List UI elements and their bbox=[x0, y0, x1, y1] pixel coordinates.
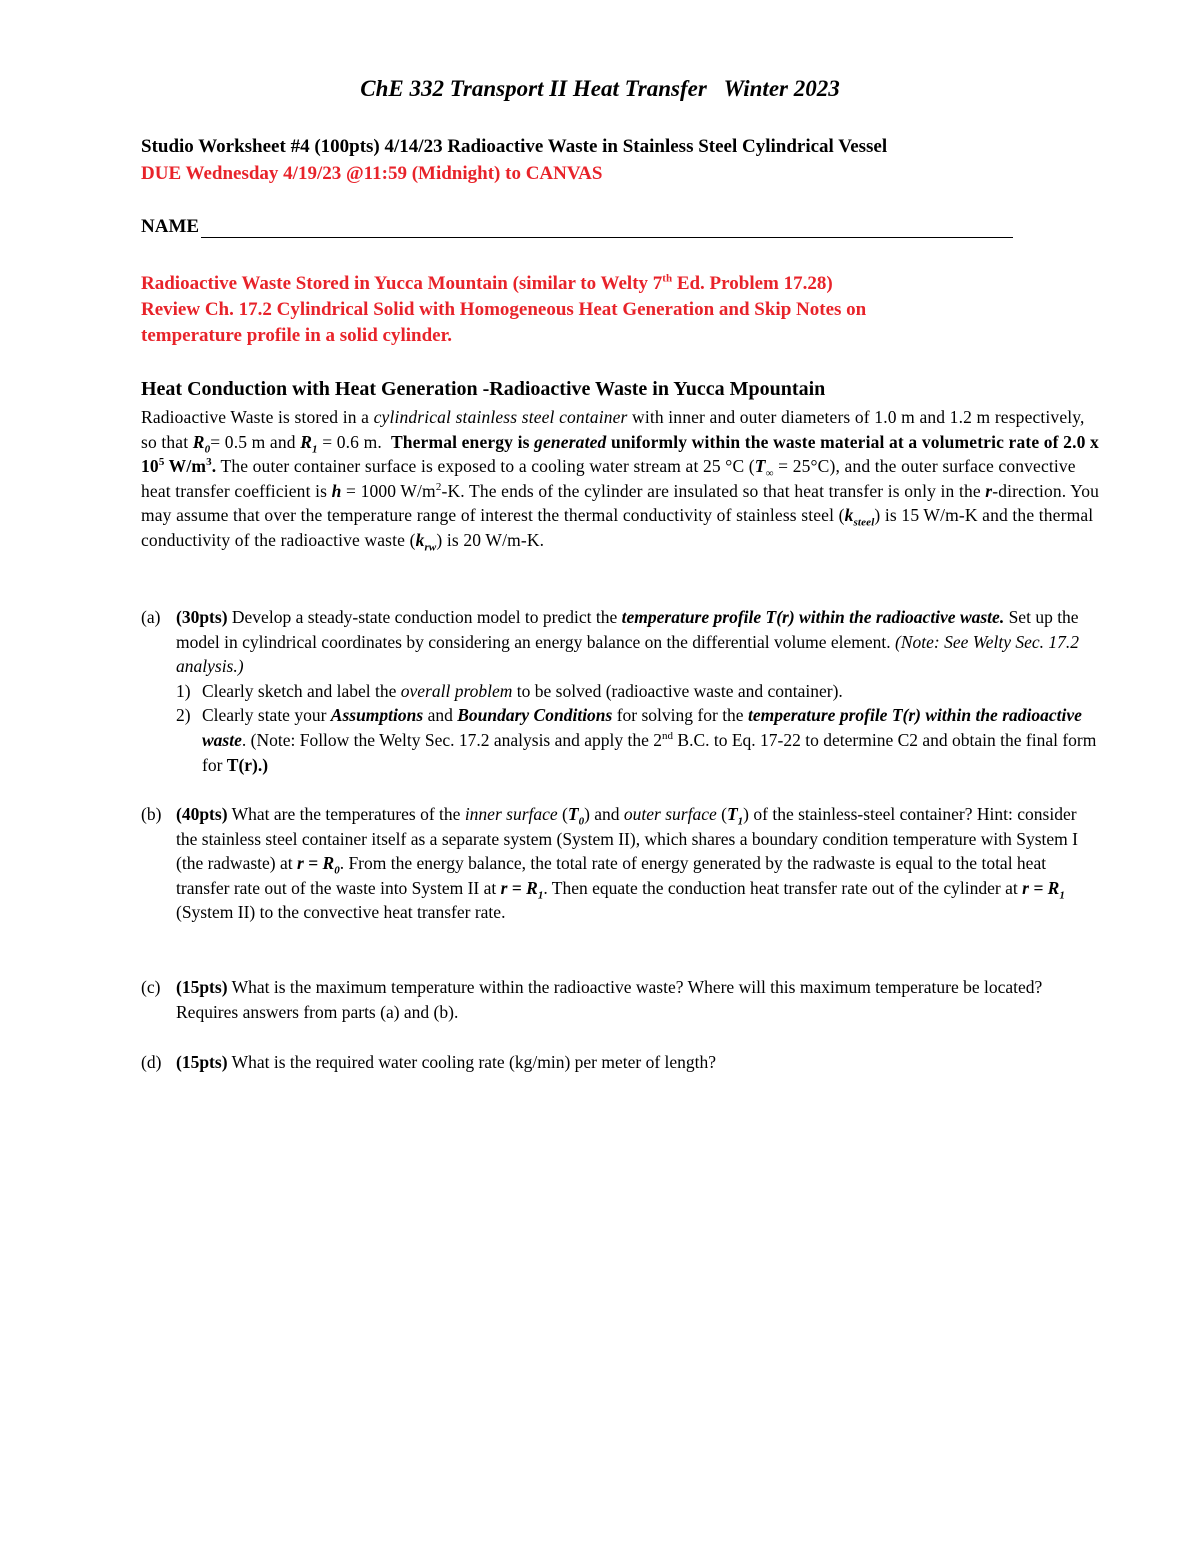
part-b-var: T bbox=[726, 804, 738, 824]
intro-bold: . bbox=[211, 456, 217, 477]
sub1-text: overall problem bbox=[400, 680, 513, 701]
part-c bbox=[141, 975, 1101, 1024]
note-line1-sup: th bbox=[662, 272, 673, 285]
intro-var: R bbox=[192, 431, 205, 452]
part-b-text: ( bbox=[557, 804, 568, 824]
intro-text: ) is 15 W/m-K and the thermal conductivity of the radioactive waste ( bbox=[141, 505, 1094, 550]
intro-sub: 0 bbox=[204, 443, 211, 456]
part-b bbox=[141, 802, 1101, 925]
problem-statement bbox=[141, 405, 1101, 553]
part-d-points: (15pts) bbox=[176, 1052, 228, 1072]
part-d-text: What is the required water cooling rate (kg/min) per meter of length? bbox=[227, 1052, 717, 1072]
part-b-var: r = R bbox=[1022, 877, 1060, 898]
intro-text: with inner and outer diameters of 1.0 m and 1.2 m respectively, so that bbox=[141, 407, 1085, 452]
intro-text: = 25°C), and the outer surface convective heat transfer coefficient is bbox=[141, 456, 1076, 501]
intro-sup: 3 bbox=[206, 456, 212, 469]
intro-var: r bbox=[985, 480, 993, 501]
problem-reference-note bbox=[141, 271, 1101, 349]
sub2-number: 2) bbox=[176, 705, 191, 726]
intro-sub: ∞ bbox=[765, 467, 774, 480]
part-c-points: (15pts) bbox=[176, 977, 228, 997]
intro-text: Radioactive Waste is stored in a bbox=[141, 407, 374, 427]
part-b-text: ) and bbox=[584, 804, 624, 824]
part-b-var: T bbox=[567, 804, 579, 824]
intro-text: = 0.6 m. bbox=[317, 431, 391, 452]
part-a-sub2 bbox=[176, 703, 1101, 777]
sub1-number: 1) bbox=[176, 680, 191, 701]
part-b-text: ( bbox=[716, 804, 727, 824]
part-b-sub: 0 bbox=[334, 864, 340, 877]
intro-sub: 1 bbox=[312, 443, 318, 456]
note-line3: temperature profile in a solid cylinder. bbox=[141, 325, 453, 346]
intro-text: ) is 20 W/m-K. bbox=[436, 529, 545, 550]
name-field-row bbox=[141, 216, 1101, 238]
sub2-text: and bbox=[423, 705, 458, 726]
part-d bbox=[141, 1050, 1101, 1075]
part-a-text: (Note: See Welty Sec. 17.2 analysis.) bbox=[176, 631, 1080, 677]
part-a-text: Develop a steady-state conduction model to predict the bbox=[227, 607, 622, 627]
part-b-text: . From the energy balance, the total rate of energy generated by the radwaste is equal to the total heat transfer rate out of the waste into System II at bbox=[176, 853, 1047, 898]
intro-sup: 5 bbox=[158, 456, 165, 469]
part-b-sub: 1 bbox=[537, 889, 544, 902]
sub2-text: Boundary Conditions bbox=[457, 705, 613, 726]
intro-var: R bbox=[300, 431, 313, 452]
note-line1-a: Radioactive Waste Stored in Yucca Mountain (similar to Welty 7 bbox=[141, 273, 663, 294]
part-b-points: (40pts) bbox=[176, 804, 228, 824]
note-line1-b: Ed. Problem 17.28) bbox=[672, 273, 833, 294]
sub2-text: Assumptions bbox=[330, 705, 424, 726]
sub2-text: T(r).) bbox=[226, 754, 269, 775]
part-a-label: (a) bbox=[141, 607, 161, 627]
intro-text: cylindrical stainless steel container bbox=[373, 407, 628, 427]
part-d-label: (d) bbox=[141, 1052, 162, 1072]
intro-bold: W/m bbox=[164, 456, 207, 477]
part-b-text: outer surface bbox=[623, 804, 717, 824]
worksheet-heading: Studio Worksheet #4 (100pts) 4/14/23 Radioactive Waste in Stainless Steel Cylindrical Vessel bbox=[141, 136, 888, 157]
course-title: ChE 332 Transport II Heat Transfer Winter 2023 bbox=[360, 76, 840, 101]
part-a-text: Set up the model in cylindrical coordinates by considering an energy balance on the differential volume element. bbox=[176, 607, 1079, 652]
name-label: NAME bbox=[141, 216, 200, 237]
sub2-text: B.C. to Eq. 17-22 to determine C2 and obtain the final form for bbox=[202, 729, 1097, 775]
intro-text: -direction. You may assume that over the temperature range of interest the thermal conductivity of stainless steel ( bbox=[141, 480, 1100, 526]
sub1-text: to be solved (radioactive waste and container). bbox=[512, 680, 843, 701]
part-a bbox=[141, 605, 1101, 777]
due-date: DUE Wednesday 4/19/23 @11:59 (Midnight) to CANVAS bbox=[141, 163, 603, 184]
part-c-text: What is the maximum temperature within the radioactive waste? Where will this maximum temperature be located? Requires answers from parts (a) and (b). bbox=[176, 977, 1043, 1022]
part-b-text: . Then equate the conduction heat transfer rate out of the cylinder at bbox=[543, 877, 1023, 898]
intro-var: h bbox=[331, 480, 342, 501]
part-b-text: ) of the stainless-steel container? Hint: consider the stainless steel container itself as a separate system (System II), which shares a boundary condition temperature with System I (the radwaste) at bbox=[176, 804, 1078, 874]
intro-bold: uniformly within the waste material at a volumetric rate of 2.0 x 10 bbox=[141, 431, 1099, 477]
intro-text: The outer container surface is exposed to a cooling water stream at 25 °C ( bbox=[216, 456, 755, 477]
part-b-text: inner surface bbox=[464, 804, 558, 824]
part-b-sub: 1 bbox=[737, 815, 744, 828]
intro-var: k bbox=[415, 529, 425, 550]
part-b-text: What are the temperatures of the bbox=[227, 804, 465, 824]
intro-var: k bbox=[844, 505, 854, 526]
name-blank-line bbox=[201, 217, 1013, 238]
sub2-text: . (Note: Follow the Welty Sec. 17.2 analysis and apply the 2 bbox=[241, 729, 663, 750]
part-b-var: r = R bbox=[296, 853, 335, 874]
intro-sub: steel bbox=[853, 516, 875, 529]
intro-bold: Thermal energy is bbox=[390, 431, 535, 452]
intro-var: T bbox=[754, 456, 766, 477]
sub2-sup: nd bbox=[662, 730, 674, 743]
part-a-text: temperature profile T(r) within the radioactive waste. bbox=[621, 607, 1005, 627]
part-a-sub1 bbox=[176, 679, 1101, 704]
intro-text: = 0.5 m and bbox=[210, 431, 301, 452]
part-b-sub: 1 bbox=[1059, 889, 1065, 902]
part-b-text: (System II) to the convective heat transfer rate. bbox=[176, 902, 506, 923]
note-line2: Review Ch. 17.2 Cylindrical Solid with Homogeneous Heat Generation and Skip Notes on bbox=[141, 299, 867, 320]
intro-text: = 1000 W/m bbox=[341, 480, 436, 501]
part-c-label: (c) bbox=[141, 977, 161, 997]
part-b-var: r = R bbox=[500, 877, 538, 898]
intro-text: -K. The ends of the cylinder are insulated so that heat transfer is only in the bbox=[441, 480, 986, 501]
part-b-sub: 0 bbox=[578, 815, 585, 828]
intro-sub: rw bbox=[424, 541, 437, 554]
intro-sup: 2 bbox=[435, 480, 442, 493]
sub2-text: for solving for the bbox=[612, 705, 748, 726]
part-a-points: (30pts) bbox=[176, 607, 228, 627]
sub2-text: Clearly state your bbox=[202, 705, 331, 726]
part-b-label: (b) bbox=[141, 804, 162, 824]
sub2-text: temperature profile T(r) within the radioactive waste bbox=[202, 705, 1082, 750]
sub1-text: Clearly sketch and label the bbox=[202, 680, 401, 701]
section-heading: Heat Conduction with Heat Generation -Radioactive Waste in Yucca Mpountain bbox=[141, 378, 826, 400]
intro-bold: generated bbox=[534, 431, 607, 452]
